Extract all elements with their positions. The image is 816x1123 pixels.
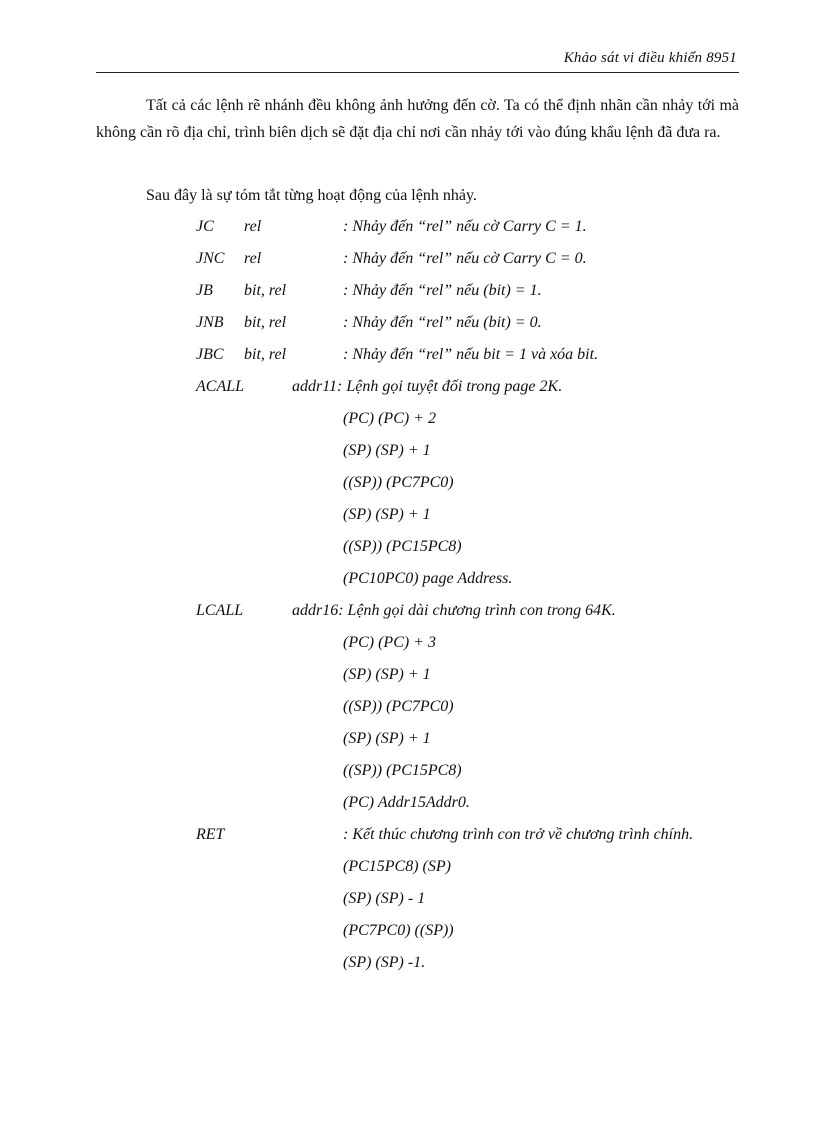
- mnemonic: JC: [196, 218, 214, 235]
- operation-step: (SP) (SP) -1.: [343, 954, 426, 971]
- operation-step: (PC7PC0) ((SP)): [343, 922, 454, 939]
- description: : Nhảy đến “rel” nếu cờ Carry C = 0.: [343, 250, 587, 267]
- operation-step: (PC) (PC) + 2: [343, 410, 436, 427]
- operand: bit, rel: [244, 282, 287, 299]
- operation-step: (SP) (SP) + 1: [343, 506, 431, 523]
- mnemonic: LCALL: [196, 602, 244, 619]
- mnemonic: RET: [196, 826, 225, 843]
- description: addr11: Lệnh gọi tuyệt đối trong page 2K.: [292, 378, 563, 395]
- description: addr16: Lệnh gọi dài chương trình con trong 64K.: [292, 602, 616, 619]
- description: : Nhảy đến “rel” nếu cờ Carry C = 1.: [343, 218, 587, 235]
- operation-step: (SP) (SP) + 1: [343, 666, 431, 683]
- mnemonic: JB: [196, 282, 213, 299]
- description: : Nhảy đến “rel” nếu (bit) = 0.: [343, 314, 542, 331]
- operation-step: ((SP)) (PC15PC8): [343, 538, 462, 555]
- summary-intro: Sau đây là sự tóm tắt từng hoạt động của lệnh nhảy.: [146, 187, 477, 204]
- operation-step: (PC15PC8) (SP): [343, 858, 451, 875]
- operand: rel: [244, 218, 262, 235]
- operation-step: ((SP)) (PC7PC0): [343, 474, 454, 491]
- operation-step: ((SP)) (PC7PC0): [343, 698, 454, 715]
- operation-step: (SP) (SP) + 1: [343, 730, 431, 747]
- description: : Nhảy đến “rel” nếu (bit) = 1.: [343, 282, 542, 299]
- operation-step: (PC) (PC) + 3: [343, 634, 436, 651]
- mnemonic: ACALL: [196, 378, 245, 395]
- mnemonic: JNB: [196, 314, 224, 331]
- operation-step: ((SP)) (PC15PC8): [343, 762, 462, 779]
- mnemonic: JBC: [196, 346, 224, 363]
- operation-step: (SP) (SP) + 1: [343, 442, 431, 459]
- operation-step: (PC) Addr15Addr0.: [343, 794, 470, 811]
- operand: rel: [244, 250, 262, 267]
- intro-paragraph: Tất cả các lệnh rẽ nhánh đều không ảnh hưởng đến cờ. Ta có thể định nhãn cần nhảy tới mà không cần rõ địa chỉ, trình biên dịch sẽ đặt địa chỉ nơi cần nhảy tới vào đúng khẩu lệnh đã đưa ra.: [96, 97, 739, 141]
- page-header: [96, 44, 739, 73]
- operand: bit, rel: [244, 346, 287, 363]
- operand: bit, rel: [244, 314, 287, 331]
- operation-step: (PC10PC0) page Address.: [343, 570, 513, 587]
- description: : Kết thúc chương trình con trở về chương trình chính.: [343, 826, 694, 843]
- header-title: Khảo sát vi điều khiển 8951: [563, 50, 737, 66]
- description: : Nhảy đến “rel” nếu bit = 1 và xóa bit.: [343, 346, 599, 363]
- mnemonic: JNC: [196, 250, 225, 267]
- operation-step: (SP) (SP) - 1: [343, 890, 426, 907]
